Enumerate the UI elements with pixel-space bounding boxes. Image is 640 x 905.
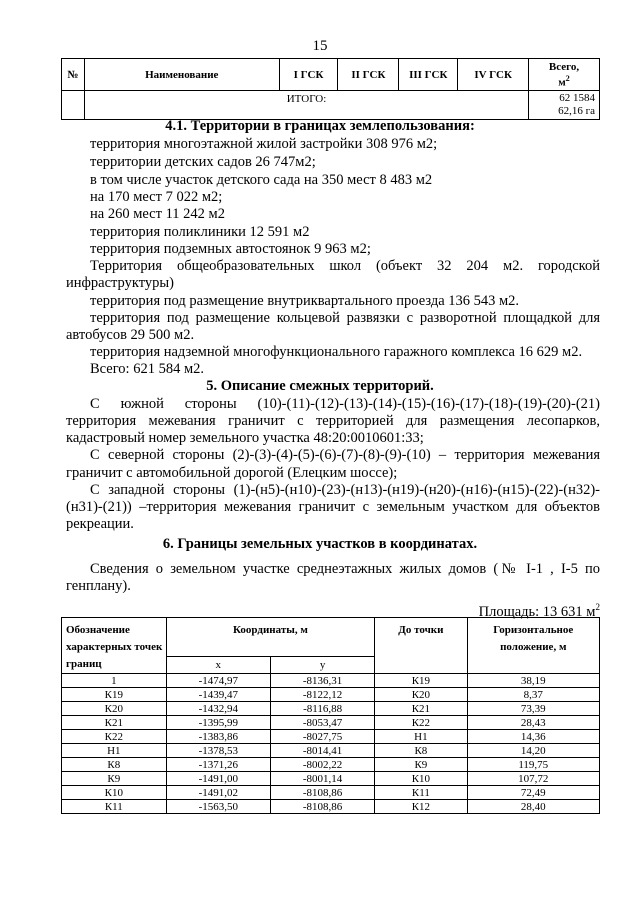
cell-point: Н1: [62, 744, 167, 758]
table-row: [62, 800, 600, 814]
section-5-title: 5. Описание смежных территорий.: [206, 378, 434, 394]
ring-line-1: территория под размещение кольцевой развязки с разворотной площадкой для: [90, 310, 600, 326]
total-value: [529, 91, 600, 120]
cell-distance: 14,20: [467, 744, 599, 758]
passage-line: территория под размещение внутриквартального проезда 136 543 м2.: [90, 293, 520, 309]
section-total-line: Всего: 621 584 м2.: [90, 361, 205, 377]
cell-distance: 14,36: [467, 730, 599, 744]
west-line-2: (н31)-(21)) –территория межевания граничит с земельным участком для объектов: [66, 499, 600, 515]
cell-distance: 72,49: [467, 786, 599, 800]
summary-table: [61, 58, 600, 120]
ring-line-2: автобусов 29 500 м2.: [66, 327, 195, 343]
cell-to-point: К9: [375, 758, 467, 772]
cell-point: К20: [62, 702, 167, 716]
total-value-ha: 62,16 га: [558, 105, 595, 117]
table-row: [62, 744, 600, 758]
area-text: Площадь: 13 631 м: [478, 603, 596, 620]
south-line-1: С южной стороны (10)-(11)-(12)-(13)-(14)-(15)-(16)-(17)-(18)-(19)-(20)-(21): [90, 396, 600, 412]
section-4-1-title: 4.1. Территории в границах землепользования:: [165, 118, 475, 134]
territory-line: в том числе участок детского сада на 350 мест 8 483 м2: [90, 172, 433, 188]
cell-point: К9: [62, 772, 167, 786]
north-line-1: С северной стороны (2)-(3)-(4)-(5)-(6)-(7)-(8)-(9)-(10) – территория межевания: [90, 447, 600, 463]
header-number: №: [62, 59, 85, 91]
south-line-2: территория межевания граничит с территорией для размещения лесопарков,: [66, 413, 600, 429]
cell-y: -8108,86: [270, 786, 374, 800]
info-line-1: Сведения о земельном участке среднеэтажных жилых домов (№ I-1 , I-5 по: [90, 561, 600, 577]
west-line-1: С западной стороны (1)-(н5)-(н10)-(23)-(н13)-(н19)-(н20)-(н16)-(н15)-(22)-(н32)-: [90, 482, 600, 498]
header-x: x: [166, 657, 270, 674]
cell-point: К10: [62, 786, 167, 800]
table-row: [62, 702, 600, 716]
header-total: Всего, $м^2$: [529, 59, 600, 91]
territory-line: территория поликлиники 12 591 м2: [90, 224, 310, 240]
header-name: Наименование: [84, 59, 279, 91]
coord-body: [62, 674, 600, 814]
cell-x: -1383,86: [166, 730, 270, 744]
table-row: [62, 688, 600, 702]
page-number: 15: [312, 38, 328, 54]
cell-distance: 8,37: [467, 688, 599, 702]
cell-x: -1563,50: [166, 800, 270, 814]
garage-line: территория надземной многофункционального гаражного комплекса 16 629 м2.: [90, 344, 583, 360]
cell-y: -8116,88: [270, 702, 374, 716]
cell-x: -1439,47: [166, 688, 270, 702]
cell-y: -8014,41: [270, 744, 374, 758]
territory-line: территории детских садов 26 747м2;: [90, 154, 316, 170]
total-label: ИТОГО:: [84, 91, 528, 120]
cell-point: К22: [62, 730, 167, 744]
total-row-num-cell: [62, 91, 85, 120]
territory-line: территория многоэтажной жилой застройки 308 976 м2;: [90, 136, 438, 152]
table-row: [62, 758, 600, 772]
cell-to-point: К19: [375, 674, 467, 688]
cell-point: К19: [62, 688, 167, 702]
coordinates-table: [61, 617, 600, 814]
cell-to-point: Н1: [375, 730, 467, 744]
header-point: Обозначение характерных точек границ: [62, 618, 167, 674]
area-superscript: 2: [595, 602, 600, 612]
cell-y: -8108,86: [270, 800, 374, 814]
header-gsk2: II ГСК: [338, 59, 399, 91]
header-horizontal: Горизонтальное положение, м: [467, 618, 599, 674]
cell-point: К21: [62, 716, 167, 730]
cell-to-point: К21: [375, 702, 467, 716]
summary-total-row: [62, 91, 600, 120]
territory-line: на 170 мест 7 022 м2;: [90, 189, 223, 205]
cell-to-point: К12: [375, 800, 467, 814]
summary-table-header: [62, 59, 600, 91]
header-to-point: До точки: [375, 618, 467, 674]
cell-x: -1491,02: [166, 786, 270, 800]
table-row: [62, 786, 600, 800]
table-row: [62, 730, 600, 744]
cell-x: -1395,99: [166, 716, 270, 730]
schools-line-2: инфраструктуры): [66, 275, 174, 291]
cell-y: -8027,75: [270, 730, 374, 744]
coord-header-row-1: [62, 618, 600, 657]
cell-distance: 107,72: [467, 772, 599, 786]
table-row: [62, 674, 600, 688]
cell-distance: 28,43: [467, 716, 599, 730]
territory-line: на 260 мест 11 242 м2: [90, 206, 225, 222]
section-6-title: 6. Границы земельных участков в координатах.: [162, 536, 478, 552]
cell-point: 1: [62, 674, 167, 688]
cell-to-point: К20: [375, 688, 467, 702]
cell-to-point: К11: [375, 786, 467, 800]
cell-x: -1432,94: [166, 702, 270, 716]
total-value-m2: 62 1584: [559, 92, 595, 104]
header-y: y: [270, 657, 374, 674]
header-gsk4: IV ГСК: [458, 59, 529, 91]
cell-x: -1474,97: [166, 674, 270, 688]
cell-to-point: К22: [375, 716, 467, 730]
cell-to-point: К8: [375, 744, 467, 758]
cell-to-point: К10: [375, 772, 467, 786]
cell-y: -8001,14: [270, 772, 374, 786]
cell-y: -8002,22: [270, 758, 374, 772]
cell-distance: 119,75: [467, 758, 599, 772]
cell-x: -1371,26: [166, 758, 270, 772]
south-line-3: кадастровый номер земельного участка 48:20:0010601:33;: [66, 430, 424, 446]
cell-distance: 28,40: [467, 800, 599, 814]
cell-distance: 38,19: [467, 674, 599, 688]
table-row: [62, 772, 600, 786]
cell-point: К8: [62, 758, 167, 772]
cell-point: К11: [62, 800, 167, 814]
schools-line-1: Территория общеобразовательных школ (объект 32 204 м2. городской: [90, 258, 600, 274]
cell-y: -8053,47: [270, 716, 374, 730]
cell-x: -1378,53: [166, 744, 270, 758]
cell-x: -1491,00: [166, 772, 270, 786]
territory-line: территория подземных автостоянок 9 963 м2;: [90, 241, 371, 257]
header-coordinates: Координаты, м: [166, 618, 375, 657]
west-line-3: рекреации.: [66, 516, 134, 532]
cell-y: -8122,12: [270, 688, 374, 702]
header-gsk3: III ГСК: [399, 59, 458, 91]
north-line-2: граничит с автомобильной дорогой (Елецким шоссе);: [66, 465, 398, 481]
cell-distance: 73,39: [467, 702, 599, 716]
cell-y: -8136,31: [270, 674, 374, 688]
table-row: [62, 716, 600, 730]
header-gsk1: I ГСК: [279, 59, 338, 91]
info-line-2: генплану).: [66, 578, 131, 594]
